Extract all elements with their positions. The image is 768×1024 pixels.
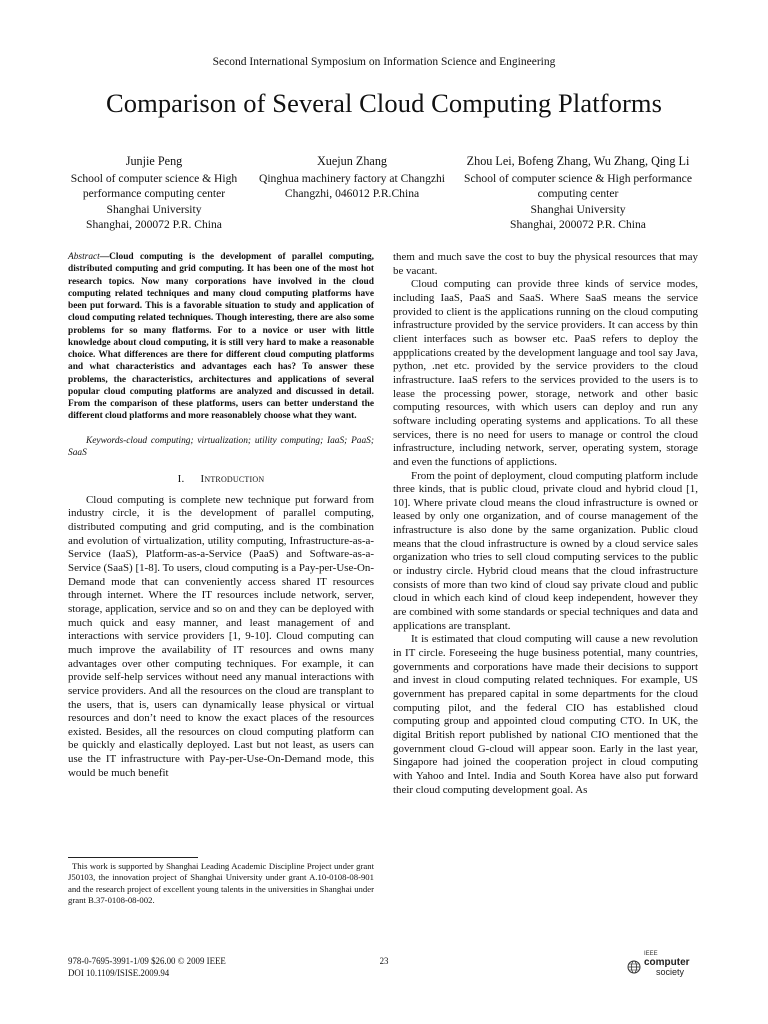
paragraph: Cloud computing is complete new technique put forward from industry circle, it is the development of parallel computing, distributed computing and grid computing, and is the combination and evolution of virtualization, utility computing, Infrastructure-as-a-Service (IaaS), Platform-as-a-Service (PaaS) and Software-as-a-Service (SaaS) [1-8]. To users, cloud computing is a Pay-per-Use-On-Demand mode that can conveniently access shared IT resources through internet. Where the IT resources include network, server, storage, application, service and so on and they can be deployed with much quick and easy manner, and least management of and interactions with service providers [1, 9-10]. Cloud computing can much improve the availability of IT resources and owns many advantages over other computing techniques. For example, it can provide self-help services without need any manual interactions with service providers. And all the resources on the cloud are transplant to the users, that is, users can dynamically lease physical or virtual resources and don’t need to know the exact places of the resources existed. Besides, all the resources on cloud computing platform can be quickly and elastically deployed. Last but not least, as users can use the IT infrastructure with Pay-per-Use-On-Demand mode, this would be much benefit xyxy=(68,493,374,779)
paragraph: Cloud computing can provide three kinds of service modes, including IaaS, PaaS and SaaS. Where SaaS means the service provided to client is the applications running on the cloud computing infrastructure provided by the service providers. It can access by thin client interfaces such as bowser etc. PaaS refers to deploy the appplications created by the development language and tool say Java, python, .net etc. provided by the service providers to the cloud infrastructure. IaaS refers to the services provided to the users is to lease the processing power, storage, network and other basic computing resources, with which users can deploy and run any software including operating systems and applications. To all these services, there is no need for users to manage or control the cloud infrastructure, including network, server, operating system, storage and even the functions of applictions. xyxy=(393,278,698,468)
author-block-2 xyxy=(252,154,452,202)
author-affiliation-line: Shanghai, 200072 P.R. China xyxy=(86,218,222,231)
conference-name: Second International Symposium on Information Science and Engineering xyxy=(212,56,556,68)
footer-left xyxy=(68,955,226,979)
paragraph: them and much save the cost to buy the physical resources that may be vacant. xyxy=(393,251,698,277)
author-affiliation-line: Shanghai, 200072 P.R. China xyxy=(510,218,646,231)
page-number: 23 xyxy=(379,956,389,966)
author-block-3 xyxy=(444,154,712,233)
author-affiliation-line: Changzhi, 046012 P.R.China xyxy=(284,187,420,200)
author-affiliation-line: performance computing center xyxy=(82,187,226,200)
author-name: Xuejun Zhang xyxy=(316,154,388,168)
left-column xyxy=(68,251,374,780)
ieee-computer-society-logo xyxy=(627,951,699,981)
author-affiliation-line: Shanghai University xyxy=(106,202,202,216)
abstract-text: Cloud computing is the development of parallel computing, distributed computing and grid computing. It has been one of the most hot research topics. Now many corporations have involved in the cloud computing related techniques and many cloud computing platforms have been put forward. This is a favorable situation to study and application of cloud computing related techniques. Though interesting, there are also some problems for so many flatforms. For to a novice or user with little knowledge about cloud computing, it is still very hard to make a reasonable choice. What differences are there for different cloud computing platforms and what characteristics and advantages each has? To answer these problems, the characteristics, architectures and applications of several popular cloud computing platforms are analyzed and discussed in detail. From the comparison of these platforms, users can better understand the different cloud platforms and more reasonablely choose what they want. xyxy=(68,252,374,422)
footnote-text: This work is supported by Shanghai Leading Academic Discipline Project under grant J50103, the innovation project of Shanghai University under grant A.10-0108-08-901 and the research project of excellent young talents in the universities in Shanghai under grant B.37-0108-08-002. xyxy=(68,861,374,906)
isbn-line: 978-0-7695-3991-1/09 $26.00 © 2009 IEEE xyxy=(68,956,226,966)
author-block-1 xyxy=(58,154,250,233)
abstract: Abstract—Cloud computing is the development of parallel computing, distributed computing and grid computing. It has been one of the most hot research topics. Now many corporations have involved in the cloud computing related techniques and many cloud computing platforms have been put forward. This is a favorable situation to study and application of cloud computing related techniques. Though interesting, there are also some problems for so many flatforms. For to a novice or user with little knowledge about cloud computing, it is still very hard to make a reasonable choice. What differences are there for different cloud computing platforms and what characteristics and advantages each has? To answer these problems, the characteristics, architectures and applications of several popular cloud computing platforms are analyzed and discussed in detail. From the comparison of these platforms, users can better understand the different cloud platforms and more reasonablely choose what they want. xyxy=(68,252,374,422)
keywords: Keywords-cloud computing; virtualization; utility computing; IaaS; PaaS; SaaS xyxy=(68,435,374,458)
author-name: Zhou Lei, Bofeng Zhang, Wu Zhang, Qing Li xyxy=(466,154,690,168)
doi-line: DOI 10.1109/ISISE.2009.94 xyxy=(68,968,170,979)
section-title: Introduction xyxy=(200,473,265,485)
paper-title: Comparison of Several Cloud Computing Platforms xyxy=(105,88,662,118)
author-affiliation-line: School of computer science & High performance xyxy=(464,171,692,185)
paragraph: From the point of deployment, cloud computing platform include three kinds, that is public cloud, private cloud and hybrid cloud [1, 10]. Where private cloud means the cloud infrastructure is owned or leased by only one organization, and of course management of the infrastructure is also done by the same organization. Public cloud means that the cloud infrastructure is owned by a cloud service sales organization who tries to sell cloud computing services to the public or industry circle. Hybrid cloud means that the cloud infrastructure consists of more than two kind of cloud say private cloud and public cloud in which each kind of cloud keep independent, however they are combined with some standards or special techniques and data and applications are transplant. xyxy=(393,469,698,632)
author-affiliation-line: Shanghai University xyxy=(530,202,626,216)
footnote-area xyxy=(68,857,374,907)
author-affiliation-line: computing center xyxy=(537,187,619,200)
logo-computer: computer xyxy=(644,957,690,968)
section-number: I. xyxy=(177,473,185,485)
author-name: Junjie Peng xyxy=(125,154,183,168)
right-column xyxy=(393,251,698,797)
paragraph: It is estimated that cloud computing will cause a new revolution in IT circle. Foreseeing the huge business potential, many countries, governments and corporations have made their decisions to support and invest in cloud computing related techniques. For example, US government has prepared capital in some departments for the cloud computing pilot, and the federal CIO has established cloud computing group and appointed cloud computing CTO. In UK, the digital British report published by national CIO mentioned that the government cloud G-cloud will appear soon. Early in the last year, Singapore had joined the cooperation project in cloud computing with Yahoo and Intel. India and South Korea have also put forward their cloud computing development goal. As xyxy=(393,633,698,796)
footnote-rule xyxy=(68,857,198,858)
abstract-lead: Abstract xyxy=(68,252,100,262)
author-affiliation-line: School of computer science & High xyxy=(70,171,238,185)
logo-ieee: IEEE xyxy=(644,951,658,957)
author-affiliation-line: Qinghua machinery factory at Changzhi xyxy=(258,171,446,185)
globe-icon xyxy=(627,960,641,974)
section-heading xyxy=(68,473,374,487)
logo-society: society xyxy=(656,967,685,977)
